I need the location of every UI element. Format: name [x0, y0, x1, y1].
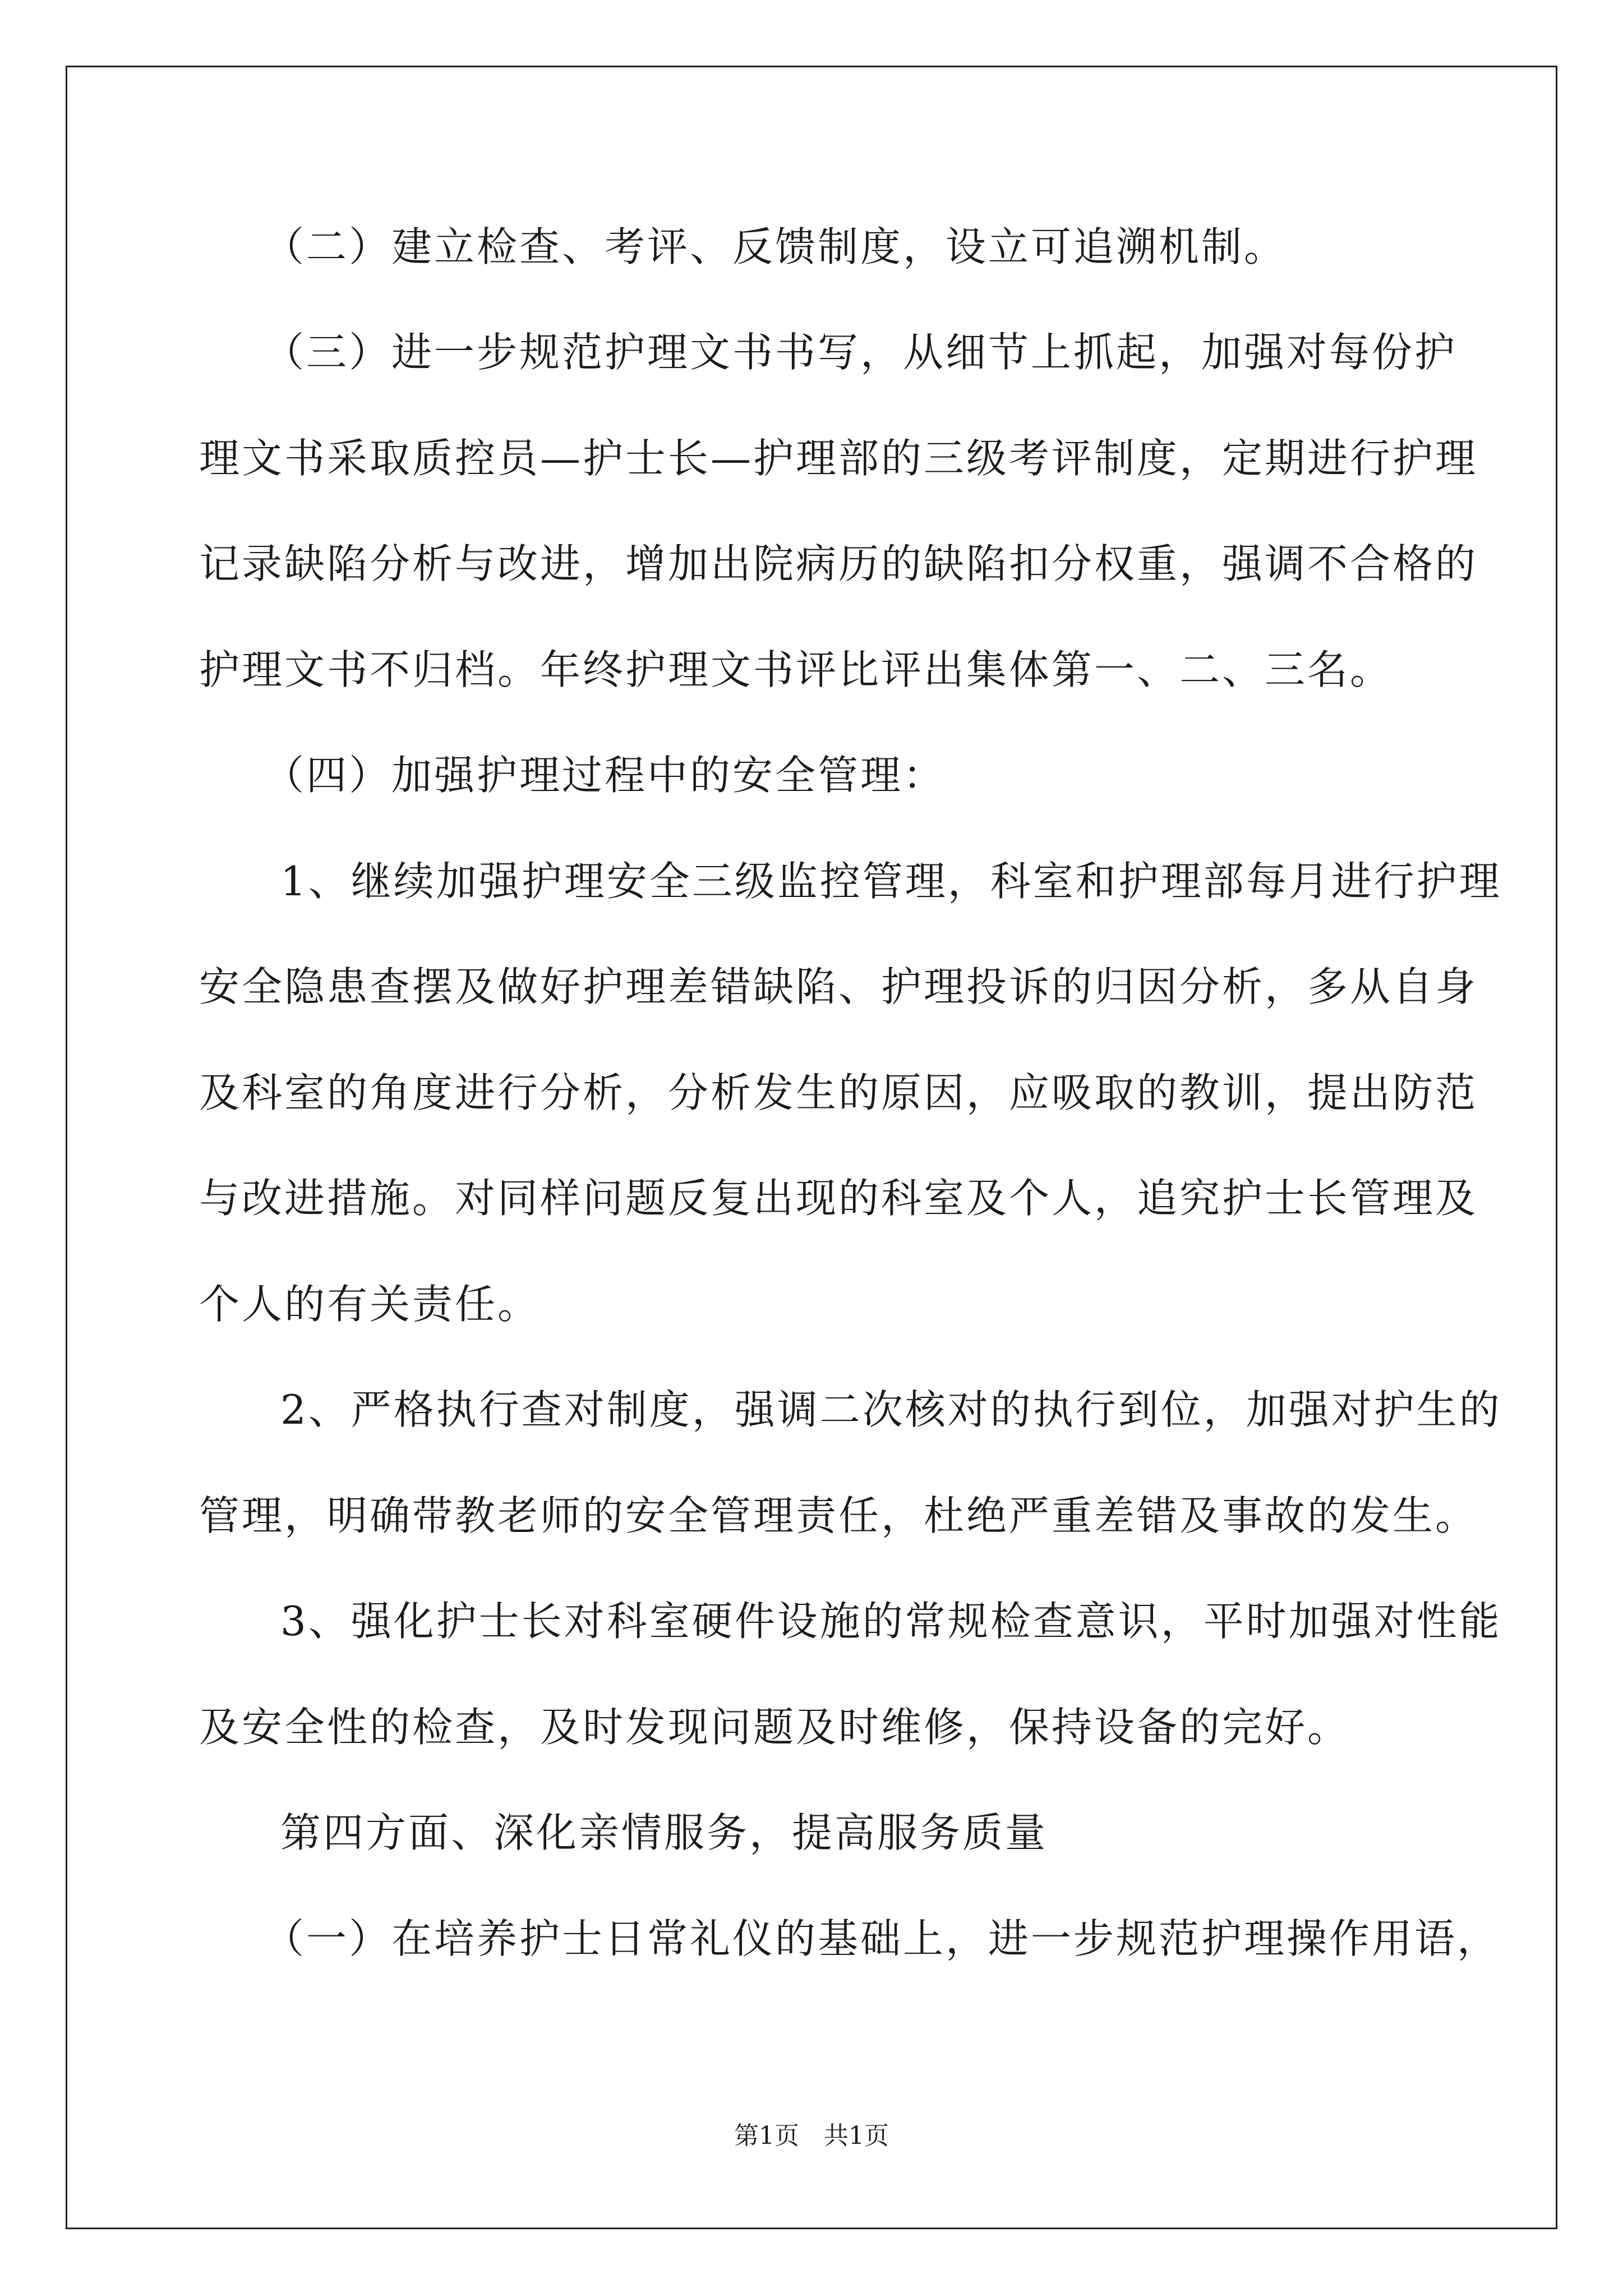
text-line: 管理，明确带教老师的安全管理责任，杜绝严重差错及事故的发生。: [199, 1492, 1478, 1539]
section-heading: 第四方面、深化亲情服务，提高服务质量: [280, 1809, 1048, 1856]
text-line: 与改进措施。对同样问题反复出现的科室及个人，追究护士长管理及: [199, 1175, 1478, 1222]
text-line: （四）加强护理过程中的安全管理：: [264, 752, 946, 799]
text-line: 个人的有关责任。: [199, 1281, 541, 1328]
text-line: 2、严格执行查对制度，强调二次核对的执行到位，加强对护生的: [280, 1386, 1502, 1433]
text-line: 1、继续加强护理安全三级监控管理，科室和护理部每月进行护理: [280, 858, 1502, 905]
text-line: 安全隐患查摆及做好护理差错缺陷、护理投诉的归因分析，多从自身: [199, 963, 1478, 1010]
text-line: 记录缺陷分析与改进，增加出院病历的缺陷扣分权重，强调不合格的: [199, 540, 1478, 587]
text-line: 及科室的角度进行分析，分析发生的原因，应吸取的教训，提出防范: [199, 1069, 1478, 1116]
text-line: 3、强化护士长对科室硬件设施的常规检查意识，平时加强对性能: [280, 1598, 1502, 1645]
text-line: 及安全性的检查，及时发现问题及时维修，保持设备的完好。: [199, 1704, 1350, 1751]
text-line: （一）在培养护士日常礼仪的基础上，进一步规范护理操作用语，: [264, 1915, 1500, 1962]
text-line: 理文书采取质控员—护士长—护理部的三级考评制度，定期进行护理: [199, 435, 1478, 482]
page-footer: 第1页 共1页: [734, 2122, 889, 2150]
text-line: （三）进一步规范护理文书书写，从细节上抓起，加强对每份护: [264, 329, 1458, 376]
text-line: 护理文书不归档。年终护理文书评比评出集体第一、二、三名。: [199, 646, 1393, 693]
page-border: [66, 66, 1557, 2229]
text-line: （二）建立检查、考评、反馈制度，设立可追溯机制。: [264, 223, 1287, 270]
